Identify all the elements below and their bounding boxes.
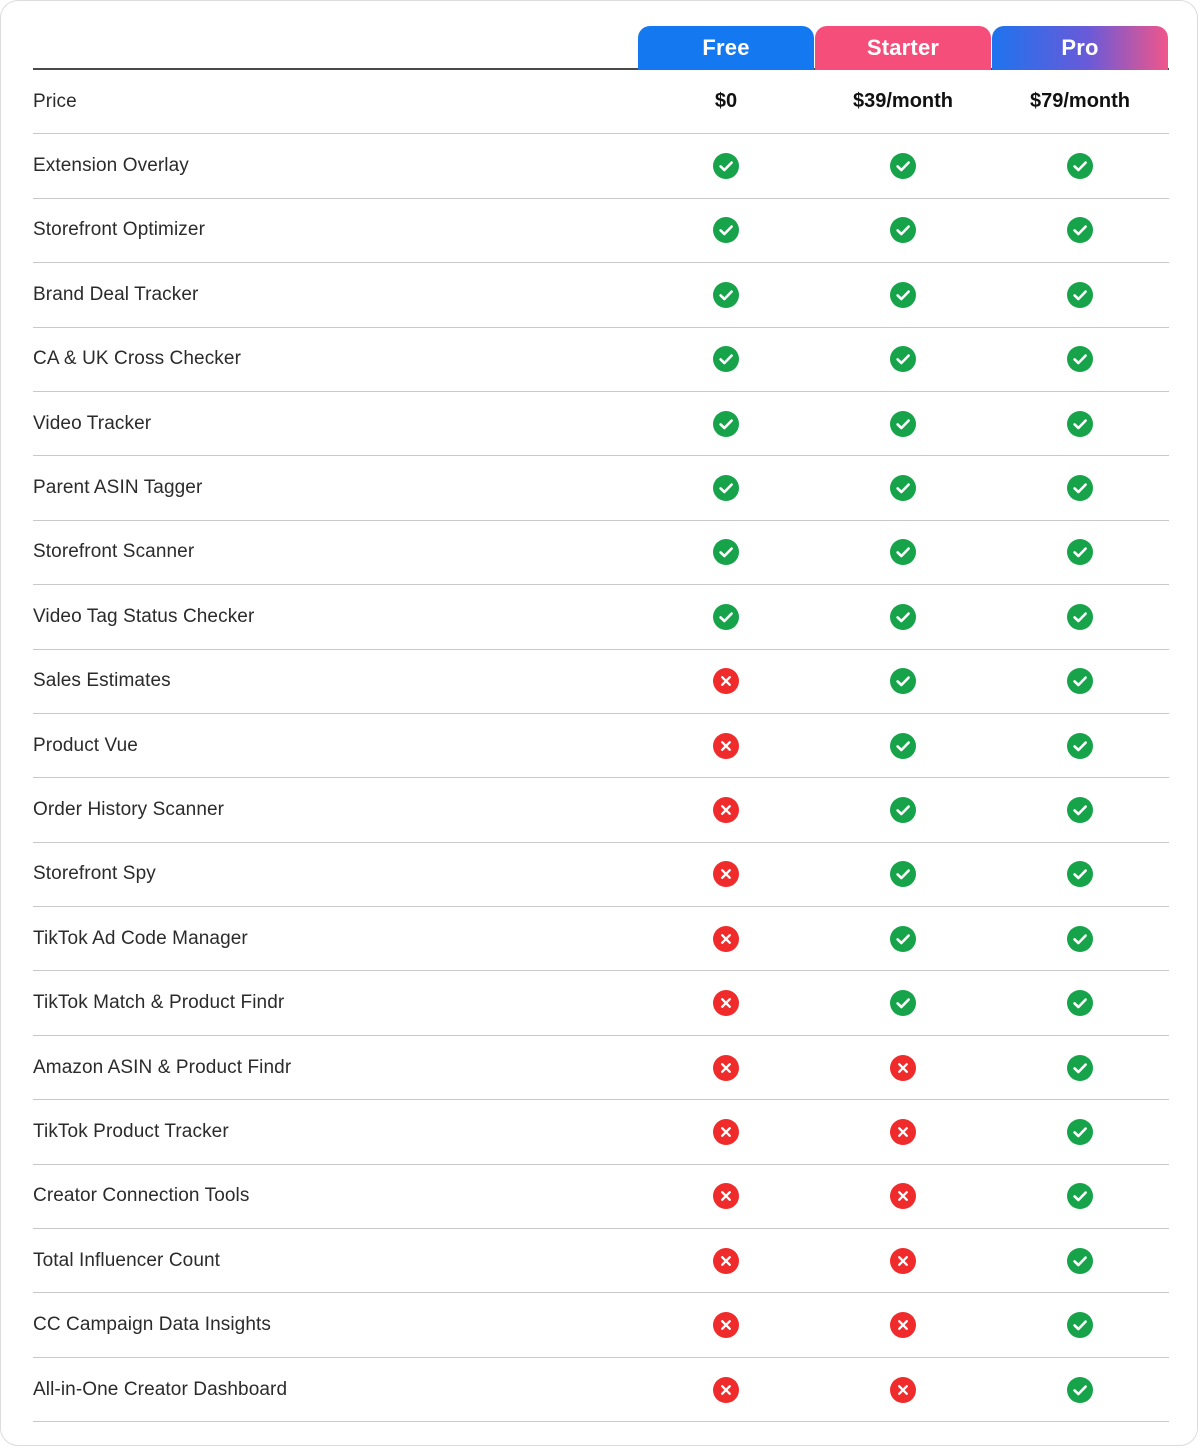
- check-circle-icon: [890, 926, 916, 952]
- check-circle-icon: [1067, 797, 1093, 823]
- x-circle-icon: [890, 1377, 916, 1403]
- feature-cell-free: [638, 650, 814, 713]
- check-circle-icon: [890, 282, 916, 308]
- feature-cell-starter: [815, 263, 991, 326]
- check-circle-icon: [1067, 861, 1093, 887]
- check-circle-icon: [713, 539, 739, 565]
- check-circle-icon: [1067, 1248, 1093, 1274]
- feature-cell-free: [638, 521, 814, 584]
- feature-row: [33, 263, 1169, 327]
- check-circle-icon: [1067, 926, 1093, 952]
- feature-row: [33, 843, 1169, 907]
- feature-cell-free: [638, 1358, 814, 1421]
- feature-row: [33, 134, 1169, 198]
- feature-name: TikTok Ad Code Manager: [33, 927, 248, 949]
- check-circle-icon: [890, 733, 916, 759]
- check-circle-icon: [890, 668, 916, 694]
- check-circle-icon: [713, 282, 739, 308]
- feature-cell-free: [638, 456, 814, 519]
- x-circle-icon: [890, 1055, 916, 1081]
- feature-cell-free: [638, 199, 814, 262]
- plan-header-row: [33, 25, 1169, 70]
- feature-name: TikTok Match & Product Findr: [33, 992, 285, 1014]
- feature-row: [33, 1100, 1169, 1164]
- feature-row: [33, 778, 1169, 842]
- feature-row: [33, 328, 1169, 392]
- check-circle-icon: [890, 990, 916, 1016]
- price-free: $0: [714, 90, 738, 113]
- feature-row: [33, 1165, 1169, 1229]
- feature-cell-pro: [992, 1293, 1168, 1356]
- feature-cell-starter: [815, 1036, 991, 1099]
- feature-cell-pro: [992, 1229, 1168, 1292]
- feature-cell-starter: [815, 521, 991, 584]
- feature-cell-starter: [815, 843, 991, 906]
- feature-row: [33, 1229, 1169, 1293]
- plan-tab-free[interactable]: Free: [638, 26, 814, 70]
- x-circle-icon: [713, 1119, 739, 1145]
- price-starter: $39/month: [852, 90, 954, 113]
- feature-row: [33, 521, 1169, 585]
- check-circle-icon: [1067, 475, 1093, 501]
- feature-cell-pro: [992, 778, 1168, 841]
- feature-cell-free: [638, 585, 814, 648]
- x-circle-icon: [713, 1312, 739, 1338]
- check-circle-icon: [1067, 153, 1093, 179]
- x-circle-icon: [713, 926, 739, 952]
- x-circle-icon: [890, 1183, 916, 1209]
- feature-cell-pro: [992, 134, 1168, 197]
- feature-cell-free: [638, 1293, 814, 1356]
- feature-cell-starter: [815, 1358, 991, 1421]
- feature-cell-free: [638, 1100, 814, 1163]
- plan-tab-pro[interactable]: Pro: [992, 26, 1168, 70]
- check-circle-icon: [1067, 990, 1093, 1016]
- check-circle-icon: [890, 153, 916, 179]
- check-circle-icon: [713, 411, 739, 437]
- feature-row: [33, 392, 1169, 456]
- x-circle-icon: [890, 1248, 916, 1274]
- feature-name: Video Tag Status Checker: [33, 605, 255, 627]
- x-circle-icon: [713, 1183, 739, 1209]
- feature-name: CA & UK Cross Checker: [33, 348, 241, 370]
- feature-name: Creator Connection Tools: [33, 1185, 250, 1207]
- feature-name: TikTok Product Tracker: [33, 1120, 229, 1142]
- check-circle-icon: [890, 797, 916, 823]
- check-circle-icon: [890, 411, 916, 437]
- feature-cell-free: [638, 392, 814, 455]
- check-circle-icon: [1067, 346, 1093, 372]
- check-circle-icon: [1067, 1312, 1093, 1338]
- price-cell-starter: [815, 70, 991, 133]
- feature-cell-pro: [992, 1100, 1168, 1163]
- price-label: Price: [33, 90, 77, 112]
- price-cell-pro: [992, 70, 1168, 133]
- feature-cell-pro: [992, 843, 1168, 906]
- feature-cell-starter: [815, 714, 991, 777]
- feature-cell-starter: [815, 199, 991, 262]
- feature-name: Sales Estimates: [33, 670, 171, 692]
- feature-cell-free: [638, 1229, 814, 1292]
- x-circle-icon: [713, 990, 739, 1016]
- feature-name: Storefront Spy: [33, 863, 156, 885]
- feature-cell-starter: [815, 1293, 991, 1356]
- check-circle-icon: [713, 346, 739, 372]
- check-circle-icon: [713, 153, 739, 179]
- feature-row: [33, 456, 1169, 520]
- feature-cell-free: [638, 1036, 814, 1099]
- feature-cell-starter: [815, 585, 991, 648]
- feature-name: Amazon ASIN & Product Findr: [33, 1056, 292, 1078]
- feature-cell-pro: [992, 971, 1168, 1034]
- feature-name: Storefront Scanner: [33, 541, 195, 563]
- feature-name: Total Influencer Count: [33, 1249, 221, 1271]
- x-circle-icon: [713, 1248, 739, 1274]
- feature-row: [33, 1293, 1169, 1357]
- check-circle-icon: [1067, 1183, 1093, 1209]
- check-circle-icon: [713, 475, 739, 501]
- check-circle-icon: [890, 475, 916, 501]
- plan-tab-starter[interactable]: Starter: [815, 26, 991, 70]
- price-pro: $79/month: [1029, 90, 1131, 113]
- check-circle-icon: [713, 217, 739, 243]
- feature-rows: [33, 134, 1169, 1422]
- check-circle-icon: [713, 604, 739, 630]
- feature-cell-pro: [992, 328, 1168, 391]
- x-circle-icon: [713, 668, 739, 694]
- x-circle-icon: [713, 861, 739, 887]
- feature-row: [33, 585, 1169, 649]
- check-circle-icon: [1067, 217, 1093, 243]
- price-row: [33, 70, 1169, 134]
- check-circle-icon: [1067, 282, 1093, 308]
- check-circle-icon: [1067, 1119, 1093, 1145]
- feature-cell-pro: [992, 263, 1168, 326]
- feature-cell-starter: [815, 1165, 991, 1228]
- feature-row: [33, 971, 1169, 1035]
- feature-row: [33, 199, 1169, 263]
- feature-name: All-in-One Creator Dashboard: [33, 1378, 288, 1400]
- feature-cell-pro: [992, 521, 1168, 584]
- feature-cell-free: [638, 971, 814, 1034]
- feature-cell-pro: [992, 714, 1168, 777]
- feature-row: [33, 1036, 1169, 1100]
- check-circle-icon: [1067, 1055, 1093, 1081]
- feature-cell-pro: [992, 650, 1168, 713]
- x-circle-icon: [713, 797, 739, 823]
- feature-cell-starter: [815, 650, 991, 713]
- feature-cell-pro: [992, 585, 1168, 648]
- feature-cell-starter: [815, 328, 991, 391]
- check-circle-icon: [1067, 604, 1093, 630]
- check-circle-icon: [1067, 668, 1093, 694]
- feature-cell-pro: [992, 1036, 1168, 1099]
- feature-cell-starter: [815, 971, 991, 1034]
- feature-name: Order History Scanner: [33, 798, 225, 820]
- feature-cell-free: [638, 263, 814, 326]
- check-circle-icon: [890, 539, 916, 565]
- price-cell-free: [638, 70, 814, 133]
- x-circle-icon: [890, 1119, 916, 1145]
- check-circle-icon: [1067, 411, 1093, 437]
- check-circle-icon: [1067, 539, 1093, 565]
- x-circle-icon: [713, 1055, 739, 1081]
- check-circle-icon: [890, 346, 916, 372]
- check-circle-icon: [1067, 1377, 1093, 1403]
- feature-row: [33, 650, 1169, 714]
- feature-name: Parent ASIN Tagger: [33, 477, 203, 499]
- feature-cell-free: [638, 1165, 814, 1228]
- feature-cell-starter: [815, 1100, 991, 1163]
- x-circle-icon: [713, 1377, 739, 1403]
- x-circle-icon: [713, 733, 739, 759]
- feature-cell-starter: [815, 907, 991, 970]
- feature-name: Extension Overlay: [33, 155, 189, 177]
- feature-cell-free: [638, 843, 814, 906]
- feature-cell-pro: [992, 1165, 1168, 1228]
- feature-name: Product Vue: [33, 734, 138, 756]
- feature-cell-starter: [815, 134, 991, 197]
- feature-row: [33, 1358, 1169, 1422]
- feature-cell-pro: [992, 907, 1168, 970]
- feature-cell-pro: [992, 199, 1168, 262]
- feature-cell-starter: [815, 1229, 991, 1292]
- feature-cell-free: [638, 714, 814, 777]
- check-circle-icon: [890, 604, 916, 630]
- feature-row: [33, 714, 1169, 778]
- feature-name: Storefront Optimizer: [33, 219, 205, 241]
- feature-row: [33, 907, 1169, 971]
- feature-cell-starter: [815, 392, 991, 455]
- feature-cell-pro: [992, 1358, 1168, 1421]
- check-circle-icon: [890, 861, 916, 887]
- feature-name: Video Tracker: [33, 412, 152, 434]
- feature-cell-pro: [992, 392, 1168, 455]
- x-circle-icon: [890, 1312, 916, 1338]
- pricing-table: [33, 25, 1169, 1422]
- feature-cell-free: [638, 134, 814, 197]
- feature-cell-pro: [992, 456, 1168, 519]
- feature-cell-starter: [815, 778, 991, 841]
- feature-cell-free: [638, 907, 814, 970]
- feature-name: CC Campaign Data Insights: [33, 1314, 271, 1336]
- check-circle-icon: [890, 217, 916, 243]
- feature-cell-free: [638, 328, 814, 391]
- check-circle-icon: [1067, 733, 1093, 759]
- feature-name: Brand Deal Tracker: [33, 283, 199, 305]
- feature-cell-free: [638, 778, 814, 841]
- feature-cell-starter: [815, 456, 991, 519]
